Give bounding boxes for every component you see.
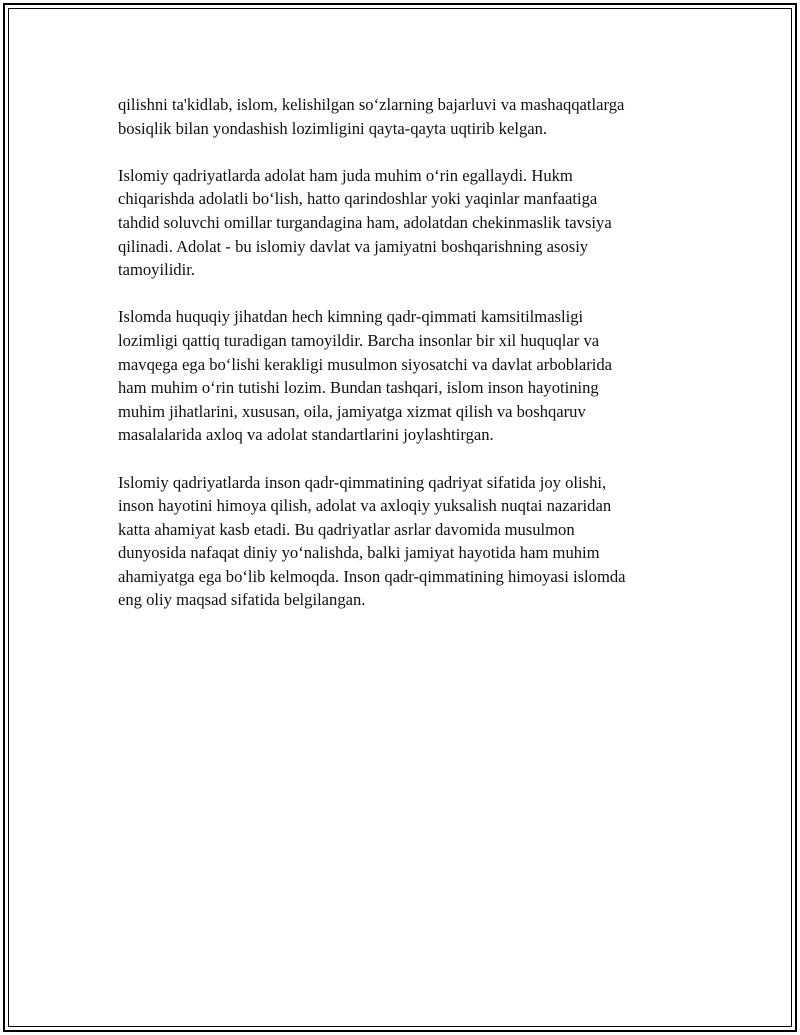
text-line: muhim jihatlarini, xususan, oila, jamiyatga xizmat qilish va boshqaruv [118, 401, 586, 421]
text-line: chiqarishda adolatli bo‘lish, hatto qarindoshlar yoki yaqinlar manfaatiga [118, 189, 598, 209]
document-body [118, 93, 688, 636]
text-line: lozimligi qattiq turadigan tamoyildir. Barcha insonlar bir xil huquqlar va [118, 330, 600, 350]
text-line: bosiqlik bilan yondashish lozimligini qayta-qayta uqtirib kelgan. [118, 118, 548, 138]
text-line: Islomiy qadriyatlarda adolat ham juda muhim o‘rin egallaydi. Hukm [118, 165, 573, 185]
text-line: qilinadi. Adolat - bu islomiy davlat va jamiyatni boshqarishning asosiy [118, 236, 589, 256]
text-line: Islomiy qadriyatlarda inson qadr-qimmatining qadriyat sifatida joy olishi, [118, 472, 607, 492]
text-line: eng oliy maqsad sifatida belgilangan. [118, 590, 366, 610]
paragraph-3 [118, 305, 688, 447]
paragraph-4 [118, 471, 688, 613]
text-line: masalalarida axloq va adolat standartlarini joylashtirgan. [118, 425, 494, 445]
text-line: tahdid soluvchi omillar turgandagina ham, adolatdan chekinmaslik tavsiya [118, 212, 612, 232]
text-line: katta ahamiyat kasb etadi. Bu qadriyatlar asrlar davomida musulmon [118, 519, 575, 539]
paragraph-2 [118, 164, 688, 282]
text-line: ahamiyatga ega bo‘lib kelmoqda. Inson qadr-qimmatining himoyasi islomda [118, 566, 626, 586]
text-line: mavqega ega bo‘lishi kerakligi musulmon siyosatchi va davlat arboblarida [118, 354, 612, 374]
paragraph-1 [118, 93, 688, 140]
text-line: qilishni ta'kidlab, islom, kelishilgan so‘zlarning bajarluvi va mashaqqatlarga [118, 95, 625, 114]
text-line: tamoyilidir. [118, 260, 195, 280]
text-line: ham muhim o‘rin tutishi lozim. Bundan tashqari, islom inson hayotining [118, 378, 599, 398]
text-line: dunyosida nafaqat diniy yo‘nalishda, balki jamiyat hayotida ham muhim [118, 543, 600, 563]
text-line: inson hayotini himoya qilish, adolat va axloqiy yuksalish nuqtai nazaridan [118, 496, 612, 516]
text-line: Islomda huquqiy jihatdan hech kimning qadr-qimmati kamsitilmasligi [118, 307, 584, 327]
